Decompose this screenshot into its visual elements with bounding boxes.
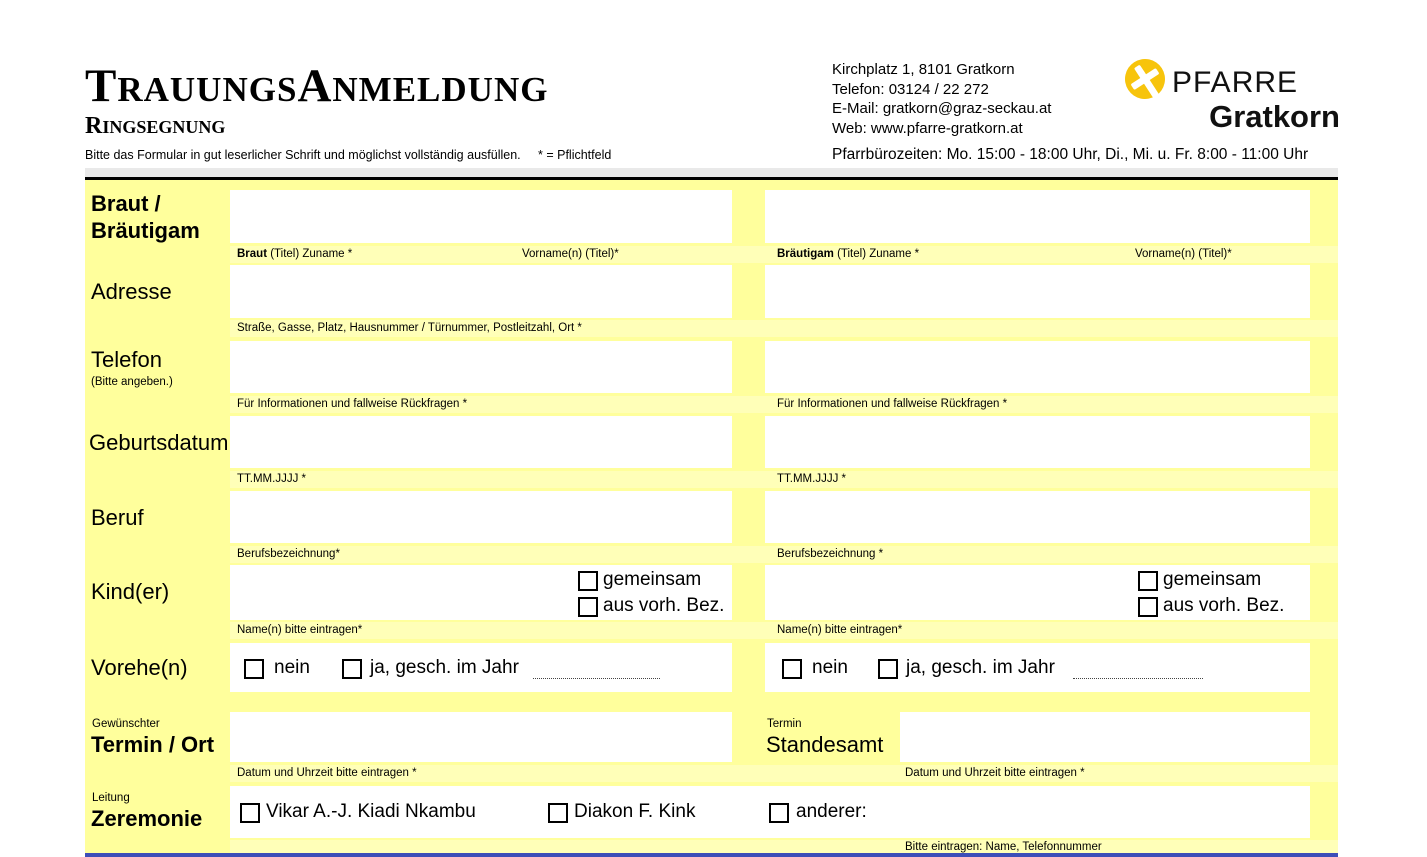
vorehe-jahr-fill-line-right[interactable] bbox=[1073, 677, 1203, 679]
input-geburtsdatum-braeutigam[interactable] bbox=[765, 416, 1310, 468]
label-beruf: Beruf bbox=[91, 505, 144, 530]
logo-pfarre: PFARRE bbox=[1172, 66, 1299, 99]
checkbox-label-ja-left: ja, gesch. im Jahr bbox=[370, 657, 519, 678]
checkbox-label-vorh-right: aus vorh. Bez. bbox=[1163, 595, 1285, 616]
contact-web: Web: www.pfarre-gratkorn.at bbox=[832, 119, 1023, 137]
required-field-note: * = Pflichtfeld bbox=[538, 148, 612, 162]
checkbox-label-ja-right: ja, gesch. im Jahr bbox=[906, 657, 1055, 678]
caption-beruf-right: Berufsbezeichnung * bbox=[777, 548, 884, 560]
label-standesamt: Standesamt bbox=[766, 732, 884, 757]
checkbox-kinder-gemeinsam-left[interactable] bbox=[578, 571, 598, 591]
checkbox-label-vikar: Vikar A.-J. Kiadi Nkambu bbox=[266, 801, 476, 822]
caption-geburtsdatum-left: TT.MM.JJJJ * bbox=[237, 473, 306, 485]
caption-termin-left: Datum und Uhrzeit bitte eintragen * bbox=[237, 767, 417, 779]
label-vorehe: Vorehe(n) bbox=[91, 655, 188, 680]
checkbox-vorehe-ja-right[interactable] bbox=[878, 659, 898, 679]
page-title: TRAUUNGSANMELDUNG bbox=[85, 60, 549, 112]
checkbox-zeremonie-diakon[interactable] bbox=[548, 803, 568, 823]
input-adresse-braut[interactable] bbox=[230, 265, 732, 318]
fill-instruction: Bitte das Formular in gut leserlicher Schrift und möglichst vollständig ausfüllen. bbox=[85, 148, 521, 162]
office-hours: Pfarrbürozeiten: Mo. 15:00 - 18:00 Uhr, Di., Mi. u. Fr. 8:00 - 11:00 Uhr bbox=[832, 146, 1309, 163]
input-braeutigam-name[interactable] bbox=[765, 190, 1310, 243]
label-geburtsdatum: Geburtsdatum bbox=[89, 430, 229, 455]
label-gewuenschter: Gewünschter bbox=[92, 718, 160, 730]
checkbox-label-nein-right: nein bbox=[812, 657, 848, 678]
label-braut: Braut / bbox=[91, 191, 161, 216]
form-top-gray-strip bbox=[85, 168, 1338, 177]
caption-braut-vorname: Vorname(n) (Titel)* bbox=[522, 248, 619, 260]
label-adresse: Adresse bbox=[91, 279, 172, 304]
label-zeremonie: Zeremonie bbox=[91, 806, 203, 831]
logo-gratkorn: Gratkorn bbox=[1209, 99, 1340, 134]
checkbox-kinder-gemeinsam-right[interactable] bbox=[1138, 571, 1158, 591]
caption-telefon-left: Für Informationen und fallweise Rückfragen * bbox=[237, 398, 468, 410]
input-termin-ort[interactable] bbox=[230, 712, 732, 762]
input-geburtsdatum-braut[interactable] bbox=[230, 416, 732, 468]
label-termin-ort: Termin / Ort bbox=[91, 732, 215, 757]
checkbox-vorehe-nein-left[interactable] bbox=[244, 659, 264, 679]
checkbox-zeremonie-vikar[interactable] bbox=[240, 803, 260, 823]
contact-address: Kirchplatz 1, 8101 Gratkorn bbox=[832, 61, 1015, 78]
vorehe-jahr-fill-line-left[interactable] bbox=[533, 677, 660, 679]
label-kinder: Kind(er) bbox=[91, 579, 170, 604]
caption-kinder-left: Name(n) bitte eintragen* bbox=[237, 624, 363, 636]
contact-block bbox=[832, 60, 1051, 138]
checkbox-kinder-vorh-left[interactable] bbox=[578, 597, 598, 617]
checkbox-label-diakon: Diakon F. Kink bbox=[574, 801, 696, 822]
input-termin-standesamt[interactable] bbox=[900, 712, 1310, 762]
caption-braeutigam-vorname: Vorname(n) (Titel)* bbox=[1135, 248, 1232, 260]
checkbox-vorehe-ja-left[interactable] bbox=[342, 659, 362, 679]
checkbox-kinder-vorh-right[interactable] bbox=[1138, 597, 1158, 617]
caption-telefon-right: Für Informationen und fallweise Rückfragen * bbox=[777, 398, 1008, 410]
checkbox-label-vorh-left: aus vorh. Bez. bbox=[603, 595, 725, 616]
form-bottom-rule bbox=[85, 853, 1338, 857]
caption-strip bbox=[230, 840, 1338, 853]
page-subtitle: RINGSEGNUNG bbox=[85, 113, 226, 139]
checkbox-zeremonie-anderer[interactable] bbox=[769, 803, 789, 823]
caption-braut-zuname: Braut (Titel) Zuname * bbox=[237, 248, 353, 260]
label-termin-small: Termin bbox=[767, 718, 802, 730]
checkbox-label-gemeinsam-left: gemeinsam bbox=[603, 569, 702, 590]
checkbox-vorehe-nein-right[interactable] bbox=[782, 659, 802, 679]
caption-adresse: Straße, Gasse, Platz, Hausnummer / Türnummer, Postleitzahl, Ort * bbox=[237, 322, 582, 334]
label-braeutigam: Bräutigam bbox=[91, 218, 200, 243]
caption-beruf-left: Berufsbezeichnung* bbox=[237, 548, 340, 560]
label-telefon-note: (Bitte angeben.) bbox=[91, 376, 173, 388]
checkbox-label-gemeinsam-right: gemeinsam bbox=[1163, 569, 1262, 590]
input-adresse-braeutigam[interactable] bbox=[765, 265, 1310, 318]
label-leitung: Leitung bbox=[92, 792, 130, 804]
contact-phone: Telefon: 03124 / 22 272 bbox=[832, 80, 989, 98]
checkbox-label-anderer: anderer: bbox=[796, 801, 867, 822]
input-beruf-braut[interactable] bbox=[230, 491, 732, 543]
caption-geburtsdatum-right: TT.MM.JJJJ * bbox=[777, 473, 846, 485]
input-beruf-braeutigam[interactable] bbox=[765, 491, 1310, 543]
caption-zeremonie: Bitte eintragen: Name, Telefonnummer bbox=[905, 841, 1102, 853]
contact-email: E-Mail: gratkorn@graz-seckau.at bbox=[832, 100, 1052, 117]
caption-braeutigam-zuname: Bräutigam (Titel) Zuname * bbox=[777, 248, 920, 260]
checkbox-label-nein-left: nein bbox=[274, 657, 310, 678]
input-braut-name[interactable] bbox=[230, 190, 732, 243]
input-telefon-braut[interactable] bbox=[230, 341, 732, 393]
input-telefon-braeutigam[interactable] bbox=[765, 341, 1310, 393]
caption-termin-right: Datum und Uhrzeit bitte eintragen * bbox=[905, 767, 1085, 779]
caption-kinder-right: Name(n) bitte eintragen* bbox=[777, 624, 903, 636]
label-telefon: Telefon bbox=[91, 347, 162, 372]
